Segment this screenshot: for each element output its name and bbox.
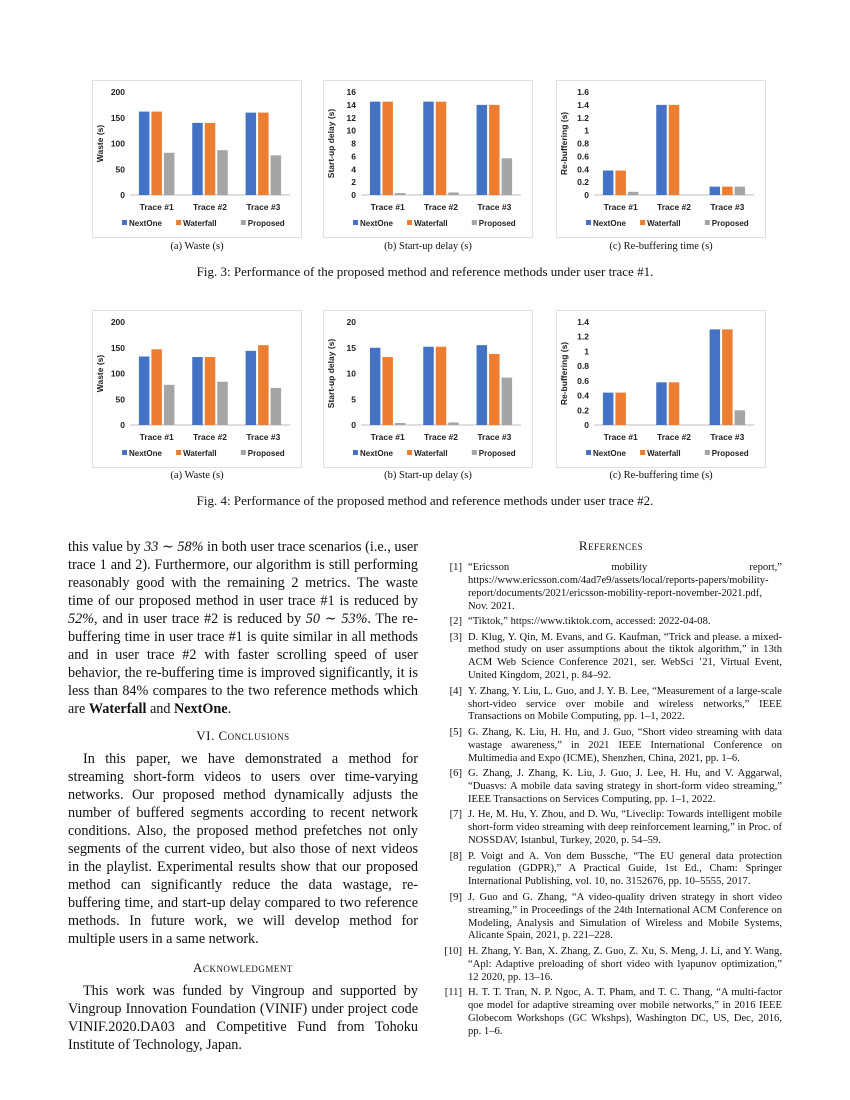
legend-swatch bbox=[122, 450, 127, 455]
y-tick-label: 1 bbox=[584, 125, 589, 136]
bar-nextone bbox=[192, 123, 203, 195]
reference-item bbox=[440, 851, 782, 890]
legend-swatch bbox=[353, 220, 358, 225]
bar-nextone bbox=[139, 112, 150, 195]
y-axis-label: Start-up delay (s) bbox=[326, 338, 336, 409]
y-tick-label: 0 bbox=[120, 190, 125, 200]
bar-proposed bbox=[217, 382, 228, 425]
y-tick-label: 0.6 bbox=[577, 151, 589, 162]
reference-number: [5] bbox=[449, 726, 462, 738]
y-tick-label: 1 bbox=[584, 346, 589, 357]
y-tick-label: 1.2 bbox=[577, 112, 589, 123]
legend-label: NextOne bbox=[593, 449, 626, 458]
fig4-subcaption-a: (a) Waste (s) bbox=[170, 470, 224, 481]
legend-swatch bbox=[122, 220, 127, 225]
legend-label: Waterfall bbox=[414, 449, 448, 458]
bar-nextone bbox=[423, 347, 434, 425]
bar-proposed bbox=[502, 378, 513, 425]
y-axis-label: Re-buffering (s) bbox=[559, 341, 569, 406]
legend-label: Waterfall bbox=[647, 219, 681, 228]
y-tick-label: 15 bbox=[346, 342, 356, 353]
reference-number: [1] bbox=[449, 562, 462, 573]
x-tick-label: Trace #3 bbox=[710, 202, 745, 212]
fig3-subcaption-a: (a) Waste (s) bbox=[170, 241, 224, 252]
bar-waterfall bbox=[669, 105, 680, 195]
legend-label: Proposed bbox=[478, 219, 516, 228]
references-section bbox=[440, 538, 782, 1041]
bar-proposed bbox=[735, 187, 746, 195]
fig3-waste-chart bbox=[92, 80, 302, 238]
y-tick-label: 6 bbox=[351, 151, 356, 162]
y-tick-label: 200 bbox=[110, 87, 125, 97]
legend-label: Proposed bbox=[247, 219, 285, 228]
x-tick-label: Trace #2 bbox=[192, 432, 228, 442]
y-tick-label: 10 bbox=[346, 125, 356, 136]
y-tick-label: 0 bbox=[584, 420, 589, 430]
reference-text: Y. Zhang, Y. Liu, L. Guo, and J. Y. B. Lee, “Measurement of a large-scale short-video service over mobile and wireless networks,” IEEE Transactions on Mobile Computing, pp. 1–1, 2022. bbox=[468, 685, 782, 723]
bar-waterfall bbox=[436, 347, 447, 425]
legend-label: Proposed bbox=[711, 449, 749, 458]
y-tick-label: 150 bbox=[110, 342, 125, 353]
legend-swatch bbox=[640, 220, 645, 225]
fig4-subcaption-c: (c) Re-buffering time (s) bbox=[609, 470, 713, 481]
y-axis-label: Re-buffering (s) bbox=[559, 111, 569, 176]
legend-swatch bbox=[705, 220, 710, 225]
bar-proposed bbox=[628, 192, 639, 195]
bar-proposed bbox=[735, 410, 746, 425]
bar-waterfall bbox=[258, 345, 269, 425]
bar-waterfall bbox=[489, 354, 500, 425]
bar-nextone bbox=[656, 382, 667, 425]
bar-nextone bbox=[710, 329, 721, 425]
y-tick-label: 0 bbox=[584, 190, 589, 200]
bar-nextone bbox=[139, 357, 150, 425]
y-tick-label: 20 bbox=[346, 317, 356, 327]
legend-swatch bbox=[586, 220, 591, 225]
y-tick-label: 100 bbox=[110, 368, 125, 379]
legend-label: NextOne bbox=[129, 219, 162, 228]
y-tick-label: 10 bbox=[346, 368, 356, 379]
fig4-subcaption-b: (b) Start-up delay (s) bbox=[384, 470, 472, 481]
bar-nextone bbox=[656, 105, 667, 195]
bar-waterfall bbox=[258, 113, 269, 195]
legend-swatch bbox=[472, 450, 477, 455]
bar-nextone bbox=[370, 102, 381, 195]
x-tick-label: Trace #3 bbox=[246, 202, 281, 212]
bar-waterfall bbox=[489, 105, 500, 195]
x-tick-label: Trace #3 bbox=[246, 432, 281, 442]
reference-text: G. Zhang, K. Liu, H. Hu, and J. Guo, “Short video streaming with data wastage awareness,” in 2021 IEEE International Conference on Multimedia and Expo (ICME), Shenzhen, China, 2021, pp. 1–6. bbox=[468, 726, 782, 764]
fig4-startup-chart bbox=[323, 310, 533, 468]
bar-waterfall bbox=[615, 393, 626, 425]
bar-waterfall bbox=[382, 357, 393, 425]
fig3-rebuffering-chart bbox=[556, 80, 766, 238]
y-tick-label: 100 bbox=[110, 138, 125, 149]
x-tick-label: Trace #1 bbox=[603, 202, 638, 212]
bar-nextone bbox=[192, 357, 203, 425]
bar-waterfall bbox=[151, 112, 162, 195]
x-tick-label: Trace #1 bbox=[603, 432, 638, 442]
legend-label: Waterfall bbox=[647, 449, 681, 458]
legend-swatch bbox=[586, 450, 591, 455]
y-tick-label: 1.4 bbox=[577, 99, 589, 110]
reference-text: D. Klug, Y. Qin, M. Evans, and G. Kaufman, “Trick and please. a mixed-method study on user assumptions about the tiktok algorithm,” in 13th ACM Web Science Conference 2021, ser. WebSci ’21, Virtual Event, United Kingdom, 2021, p. 84–92. bbox=[468, 631, 782, 682]
x-tick-label: Trace #3 bbox=[710, 432, 745, 442]
y-tick-label: 50 bbox=[115, 394, 125, 405]
legend-label: Waterfall bbox=[414, 219, 448, 228]
x-tick-label: Trace #1 bbox=[370, 202, 405, 212]
bar-waterfall bbox=[669, 382, 680, 425]
legend-label: NextOne bbox=[593, 219, 626, 228]
bar-nextone bbox=[477, 345, 488, 425]
legend-label: NextOne bbox=[360, 219, 393, 228]
x-tick-label: Trace #3 bbox=[477, 432, 512, 442]
y-tick-label: 150 bbox=[110, 112, 125, 123]
x-tick-label: Trace #1 bbox=[139, 432, 174, 442]
reference-item bbox=[440, 946, 782, 985]
y-tick-label: 12 bbox=[346, 112, 356, 123]
reference-item bbox=[440, 562, 782, 614]
reference-number: [2] bbox=[449, 616, 462, 628]
results-paragraph: this value by 33 ∼ 58% in both user trace scenarios (i.e., user trace 1 and 2). Furthermore, our algorithm is still performing reasonably good with the remaining 2 metrics. The waste time of our proposed method in user trace #1 is reduced by 52%, and in user trace #2 is reduced by 50 ∼ 53%. The re-buffering time in user trace #1 is quite similar in all methods and in user trace #2 with faster scrolling speed of user behavior, the re-buffering time is improved significantly, it is less than 84% compares to the two reference methods which are Waterfall and NextOne. bbox=[68, 539, 418, 717]
legend-swatch bbox=[353, 450, 358, 455]
y-tick-label: 5 bbox=[351, 394, 356, 405]
legend-swatch bbox=[472, 220, 477, 225]
fig4-caption: Fig. 4: Performance of the proposed method and reference methods under user trace #2. bbox=[196, 493, 654, 508]
y-tick-label: 0 bbox=[351, 190, 356, 200]
y-tick-label: 1.4 bbox=[577, 317, 589, 327]
reference-number: [3] bbox=[449, 631, 462, 643]
reference-item bbox=[440, 727, 782, 766]
reference-text: “Ericsson mobility report,” https://www.ericsson.com/4ad7e9/assets/local/reports-papers/mobility-report/documents/2021/ericsson-mobility-report-november-2021.pdf, Nov. 2021. bbox=[468, 562, 782, 612]
x-tick-label: Trace #2 bbox=[423, 432, 459, 442]
legend-label: NextOne bbox=[360, 449, 393, 458]
y-axis-label: Waste (s) bbox=[95, 124, 105, 163]
fig3-startup-chart bbox=[323, 80, 533, 238]
x-tick-label: Trace #1 bbox=[139, 202, 174, 212]
left-column bbox=[68, 538, 418, 1054]
reference-number: [4] bbox=[449, 685, 462, 697]
reference-item bbox=[440, 809, 782, 848]
bar-proposed bbox=[395, 193, 406, 195]
reference-item bbox=[440, 987, 782, 1039]
reference-number: [9] bbox=[449, 891, 462, 903]
legend-swatch bbox=[407, 220, 412, 225]
fig3-caption: Fig. 3: Performance of the proposed method and reference methods under user trace #1. bbox=[196, 264, 654, 279]
reference-number: [10] bbox=[444, 945, 462, 957]
reference-number: [6] bbox=[449, 768, 462, 780]
reference-number: [8] bbox=[449, 850, 462, 862]
legend-label: Waterfall bbox=[183, 219, 217, 228]
bar-nextone bbox=[603, 393, 614, 425]
fig3-subcaption-b: (b) Start-up delay (s) bbox=[384, 241, 472, 252]
acknowledgment-paragraph: This work was funded by Vingroup and supported by Vingroup Innovation Foundation (VINIF) under project code VINIF.2020.DA03 and Competitive Fund from Tohoku Institute of Technology, Japan. bbox=[68, 983, 418, 1053]
bar-proposed bbox=[271, 155, 282, 195]
acknowledgment-heading: Acknowledgment bbox=[193, 960, 293, 975]
y-tick-label: 1.6 bbox=[577, 87, 589, 97]
reference-item bbox=[440, 616, 782, 629]
bar-proposed bbox=[164, 385, 175, 425]
legend-label: Waterfall bbox=[183, 449, 217, 458]
y-tick-label: 2 bbox=[351, 177, 356, 188]
x-tick-label: Trace #2 bbox=[656, 432, 692, 442]
y-tick-label: 16 bbox=[346, 87, 356, 97]
bar-nextone bbox=[603, 171, 614, 195]
x-tick-label: Trace #3 bbox=[477, 202, 512, 212]
x-tick-label: Trace #1 bbox=[370, 432, 405, 442]
fig4-rebuffering-chart bbox=[556, 310, 766, 468]
y-tick-label: 0.4 bbox=[577, 390, 589, 401]
reference-item bbox=[440, 686, 782, 725]
bar-proposed bbox=[395, 423, 406, 425]
fig3-subcaption-c: (c) Re-buffering time (s) bbox=[609, 241, 713, 252]
bar-proposed bbox=[448, 422, 459, 425]
legend-label: NextOne bbox=[129, 449, 162, 458]
y-axis-label: Waste (s) bbox=[95, 354, 105, 393]
bar-waterfall bbox=[382, 102, 393, 195]
bar-waterfall bbox=[151, 349, 162, 425]
y-tick-label: 0.6 bbox=[577, 375, 589, 386]
reference-number: [11] bbox=[444, 987, 462, 999]
y-tick-label: 1.2 bbox=[577, 331, 589, 342]
legend-label: Proposed bbox=[711, 219, 749, 228]
bar-waterfall bbox=[722, 187, 733, 195]
y-tick-label: 0.2 bbox=[577, 405, 589, 416]
bar-waterfall bbox=[205, 357, 216, 425]
conclusions-paragraph: In this paper, we have demonstrated a method for streaming short-form videos to users over time-varying networks. Our proposed method dynamically adjusts the number of buffered segments according to recent network conditions. Also, the proposed method prefetches not only segments of the current video, but also those of next videos in the playlist. Experimental results show that our proposed method can significantly reduce the data wastage, re-buffering time, and start-up delay compared to two reference methods. In future work, we will develop method for multiple users in a same network. bbox=[68, 751, 418, 947]
y-tick-label: 0.2 bbox=[577, 177, 589, 188]
bar-nextone bbox=[423, 102, 434, 195]
references-heading: References bbox=[578, 538, 644, 553]
reference-text: J. He, M. Hu, Y. Zhou, and D. Wu, “Liveclip: Towards intelligent mobile short-form video streaming with deep reinforcement learning,” in Proc. of NOSSDAV, Istanbul, Turkey, 2020, p. 54–59. bbox=[468, 809, 782, 847]
y-tick-label: 50 bbox=[115, 164, 125, 175]
legend-label: Proposed bbox=[247, 449, 285, 458]
legend-label: Proposed bbox=[478, 449, 516, 458]
bar-proposed bbox=[271, 388, 282, 425]
reference-number: [7] bbox=[449, 809, 462, 821]
legend-swatch bbox=[241, 450, 246, 455]
y-tick-label: 8 bbox=[351, 138, 356, 149]
y-tick-label: 0 bbox=[351, 420, 356, 430]
x-tick-label: Trace #2 bbox=[192, 202, 228, 212]
reference-text: J. Guo and G. Zhang, “A video-quality driven strategy in short video streaming,” in Proceedings of the 24th International ACM Conference on Modeling, Analysis and Simulation of Wireless and Mobile Systems, Alicante Spain, 2021, p. 221–228. bbox=[468, 891, 782, 942]
y-tick-label: 14 bbox=[346, 99, 356, 110]
reference-item bbox=[440, 768, 782, 807]
bar-nextone bbox=[710, 187, 721, 195]
legend-swatch bbox=[407, 450, 412, 455]
y-tick-label: 4 bbox=[351, 164, 356, 175]
reference-text: G. Zhang, J. Zhang, K. Liu, J. Guo, J. Lee, H. Hu, and V. Aggarwal, “Duasvs: A mobile data saving strategy in short-form video streaming,” IEEE Transactions on Services Computing, pp. 1–1, 2022. bbox=[468, 768, 782, 805]
bar-proposed bbox=[217, 150, 228, 195]
reference-item bbox=[440, 632, 782, 684]
legend-swatch bbox=[705, 450, 710, 455]
y-tick-label: 0.8 bbox=[577, 361, 589, 372]
bar-waterfall bbox=[436, 102, 447, 195]
references-list bbox=[440, 562, 782, 1039]
y-tick-label: 0.8 bbox=[577, 138, 589, 149]
reference-text: “Tiktok,” https://www.tiktok.com, accessed: 2022-04-08. bbox=[468, 616, 711, 628]
bar-proposed bbox=[502, 158, 513, 195]
bar-nextone bbox=[370, 348, 381, 425]
conclusions-heading: VI. Conclusions bbox=[196, 728, 290, 743]
bar-proposed bbox=[448, 192, 459, 195]
y-tick-label: 200 bbox=[110, 317, 125, 327]
bar-nextone bbox=[246, 113, 256, 195]
legend-swatch bbox=[640, 450, 645, 455]
y-tick-label: 0.4 bbox=[577, 164, 589, 175]
fig4-waste-chart bbox=[92, 310, 302, 468]
bar-proposed bbox=[164, 153, 175, 195]
reference-text: H. Zhang, Y. Ban, X. Zhang, Z. Guo, Z. Xu, S. Meng, J. Li, and Y. Wang, “Apl: Adaptive preloading of short video with lyapunov optimization,” 12 2020, pp. 13–16. bbox=[468, 945, 782, 983]
legend-swatch bbox=[241, 220, 246, 225]
bar-waterfall bbox=[722, 329, 733, 425]
reference-item bbox=[440, 892, 782, 944]
bar-waterfall bbox=[615, 171, 626, 195]
bar-nextone bbox=[477, 105, 488, 195]
bar-nextone bbox=[246, 351, 256, 425]
bar-waterfall bbox=[205, 123, 216, 195]
legend-swatch bbox=[176, 450, 181, 455]
reference-text: P. Voigt and A. Von dem Bussche, “The EU general data protection regulation (GDPR),” A Practical Guide, 1st Ed., Cham: Springer International Publishing, vol. 10, no. 3152676, pp. 10–5555, 2017. bbox=[468, 850, 782, 888]
x-tick-label: Trace #2 bbox=[656, 202, 692, 212]
y-axis-label: Start-up delay (s) bbox=[326, 108, 336, 179]
reference-text: H. T. T. Tran, N. P. Ngoc, A. T. Pham, and T. C. Thang, “A multi-factor qoe model for adaptive streaming over mobile networks,” in 2016 IEEE Globecom Workshops (GC Wkshps), Washington DC, US, Dec, 2016, pp. 1–6. bbox=[468, 987, 782, 1037]
y-tick-label: 0 bbox=[120, 420, 125, 430]
legend-swatch bbox=[176, 220, 181, 225]
x-tick-label: Trace #2 bbox=[423, 202, 459, 212]
